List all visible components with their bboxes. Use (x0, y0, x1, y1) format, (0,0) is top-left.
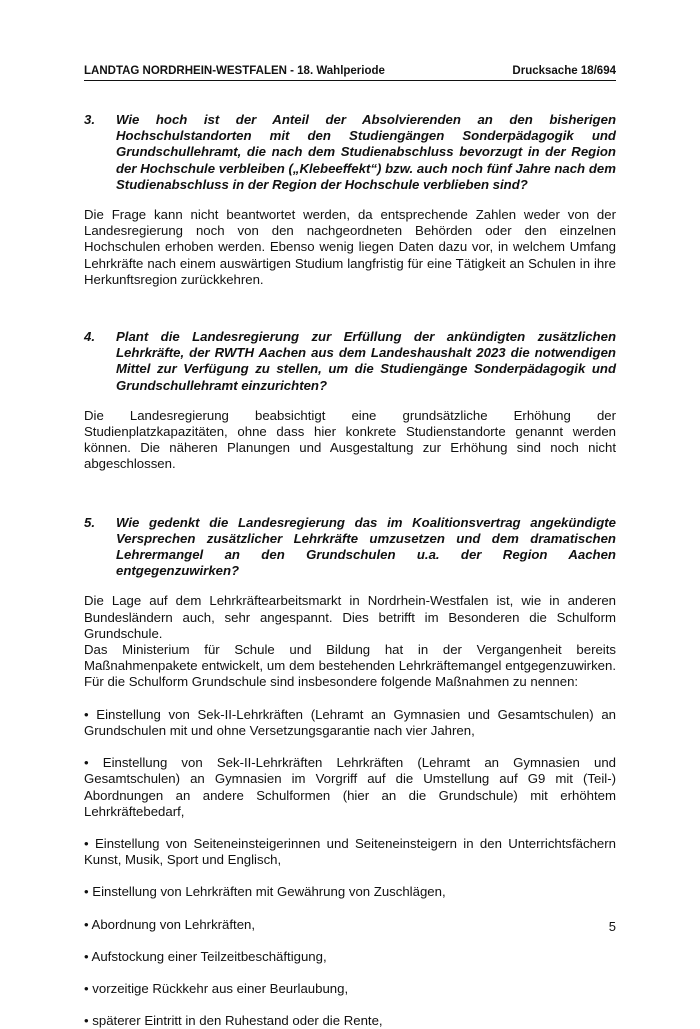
document-number: Drucksache 18/694 (512, 65, 616, 77)
list-item: • Aufstockung einer Teilzeitbeschäftigung, (84, 948, 327, 964)
list-item: • Einstellung von Sek-II-Lehrkräften (Lehramt an Gymnasien und Gesamtschulen) an Grundschulen mit und ohne Versetzungsgarantie nach vier Jahren, (84, 706, 616, 738)
page-content (84, 112, 616, 1029)
question-number: 5. (84, 514, 95, 530)
question-text: Plant die Landesregierung zur Erfüllung der ankündigten zusätzlichen Lehrkräfte, der RWTH Aachen aus dem Landeshaushalt 2023 die notwendigen Mittel zur Verfügung zu stellen, um die Studiengänge Sonderpädagogik und Grundschullehramt einzurichten? (116, 329, 616, 393)
question-4 (84, 329, 616, 394)
question-number: 4. (84, 329, 95, 345)
question-number: 3. (84, 112, 95, 127)
answer-5-paragraph-1: Die Lage auf dem Lehrkräftearbeitsmarkt in Nordrhein-Westfalen ist, wie in anderen Bundesländern auch, sehr angespannt. Dies betrifft im Besonderen die Schulform Grundschule. (84, 593, 616, 641)
question-text: Wie hoch ist der Anteil der Absolvierenden an den bisherigen Hochschulstandorten mit den Studiengängen Sonderpädagogik und Grundschullehramt, die nach dem Studienabschluss bevorzugt in der Region der Hochschule verbleiben („Klebeeffekt“) bzw. auch noch fünf Jahre nach dem Studienabschluss in der Region der Hochschule verblieben sind? (116, 112, 616, 192)
header-title: LANDTAG NORDRHEIN-WESTFALEN - 18. Wahlperiode (84, 65, 385, 77)
question-3 (84, 112, 616, 193)
page-number: 5 (608, 919, 616, 934)
list-item: • Einstellung von Seiteneinsteigerinnen und Seiteneinsteigern in den Unterrichtsfächern Kunst, Musik, Sport und Englisch, (84, 835, 616, 868)
question-5 (84, 515, 616, 580)
answer-4: Die Landesregierung beabsichtigt eine grundsätzliche Erhöhung der Studienplatzkapazitäten, ohne dass hier konkrete Studienstandorte genannt werden können. Die näheren Planungen und Ausgestaltung zur Erhöhung sind noch nicht abgeschlossen. (84, 407, 616, 472)
list-item: • Einstellung von Lehrkräften mit Gewährung von Zuschlägen, (84, 884, 446, 900)
list-item: • Abordnung von Lehrkräften, (84, 916, 256, 932)
question-text: Wie gedenkt die Landesregierung das im Koalitionsvertrag angekündigte Versprechen zusätzlicher Lehrkräfte umzusetzen und dem dramatischen Lehrermangel an den Grundschulen u.a. der Region Aachen entgegenzuwirken? (116, 514, 616, 579)
list-item: • späterer Eintritt in den Ruhestand oder die Rente, (84, 1013, 383, 1029)
list-item: • vorzeitige Rückkehr aus einer Beurlaubung, (84, 980, 349, 996)
answer-5-paragraph-2: Das Ministerium für Schule und Bildung hat in der Vergangenheit bereits Maßnahmenpakete entwickelt, um dem bestehenden Lehrkräftemangel entgegenzuwirken. Für die Schulform Grundschule sind insbesondere folgende Maßnahmen zu nennen: (84, 642, 616, 690)
list-item: • Einstellung von Sek-II-Lehrkräften Lehrkräften (Lehramt an Gymnasien und Gesamtschulen) an Gymnasien im Vorgriff auf die Umstellung auf G9 mit (Teil-) Abordnungen an andere Schulformen (hier an die Grundschule) mit erhöhtem Lehrkräftebedarf, (84, 755, 616, 819)
answer-3: Die Frage kann nicht beantwortet werden, da entsprechende Zahlen weder von der Landesregierung noch von den nachgeordneten Behörden oder den einzelnen Hochschulen erhoben werden. Ebenso wenig liegen Daten dazu vor, in welchem Umfang Lehrkräfte nach einem auswärtigen Studium langfristig für eine Tätigkeit an Schulen in ihre Herkunftsregion zurückkehren. (84, 207, 616, 287)
page-header (84, 65, 616, 81)
